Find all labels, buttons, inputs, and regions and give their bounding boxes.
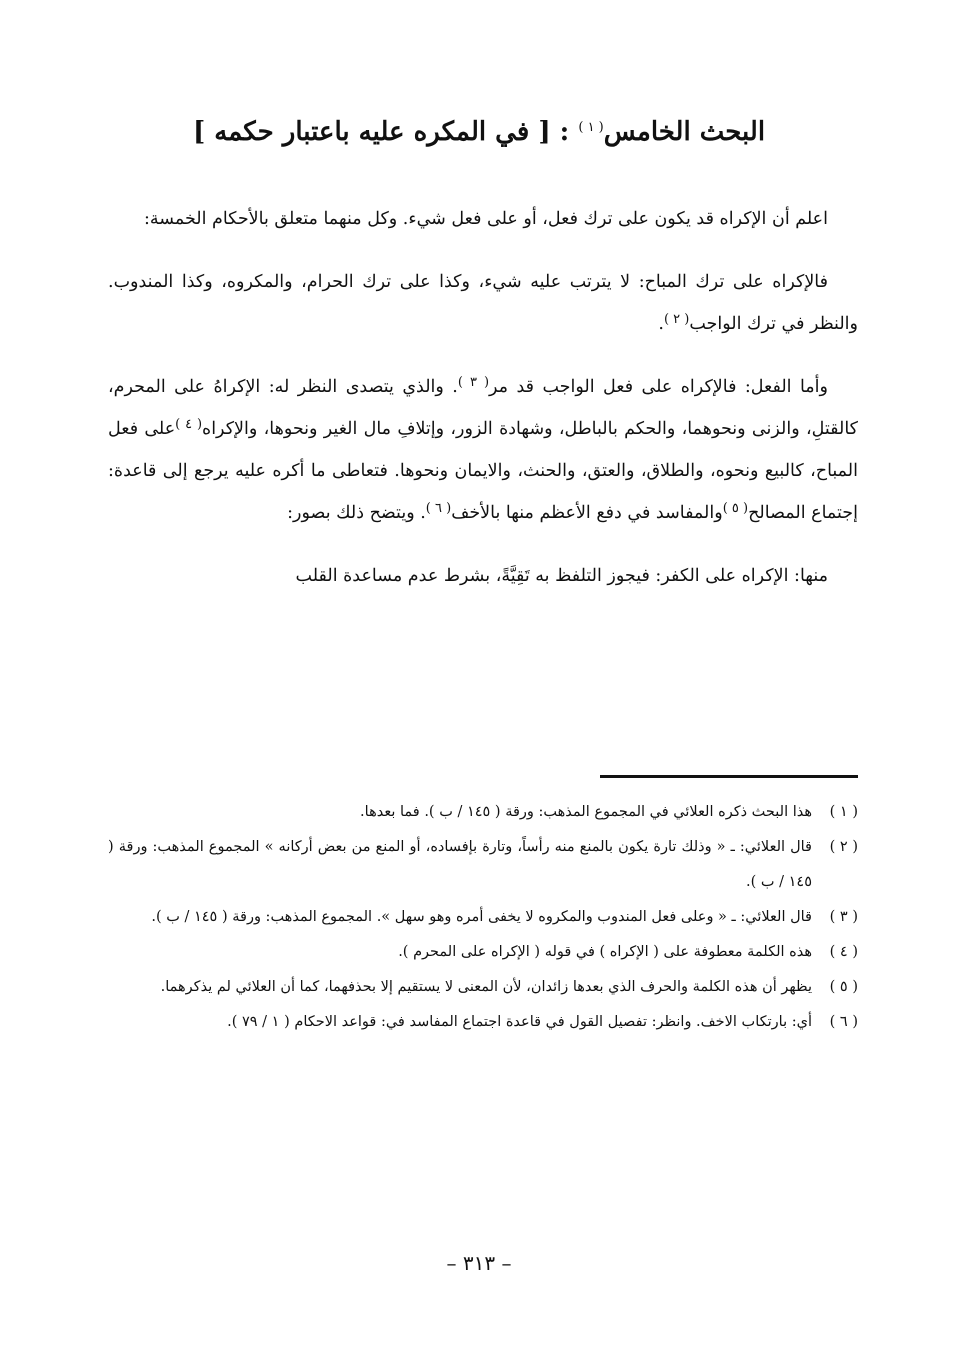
footnote-text: يظهر أن هذه الكلمة والحرف الذي بعدها زائدان، لأن المعنى لا يستقيم إلا بحذفهما، كما أن العلائي لم يذكرهما.: [160, 979, 812, 995]
footnote-number: ( ٢ ): [829, 839, 858, 855]
footnote-separator: [600, 775, 858, 778]
paragraph-text: .: [658, 314, 664, 334]
paragraph-text: وأما الفعل: فالإكراه على فعل الواجب قد مر: [489, 377, 828, 397]
body-paragraph: [108, 555, 858, 597]
footnote-text: قال العلائي: ـ « وذلك تارة يكون بالمنع منه رأساً، وتارة بإفساده، أو المنع من بعض أركانه » المجموع المذهب: ورقة ( ١٤٥ / ب ).: [108, 839, 812, 890]
body-text: [108, 198, 858, 618]
footnote-ref-1: ( ١ ): [578, 120, 604, 135]
footnote-item: [108, 935, 858, 970]
footnote-item: [108, 795, 858, 830]
section-title-rest: : [ في المكره عليه باعتبار حكمه ]: [192, 117, 570, 147]
footnote-text: هذا البحث ذكره العلائي في المجموع المذهب: ورقة ( ١٤٥ / ب ). فما بعدها.: [360, 804, 812, 820]
footnote-item: [108, 1005, 858, 1040]
body-paragraph: [108, 198, 858, 240]
footnote-text: قال العلائي: ـ « وعلى فعل المندوب والمكروه لا يخفى أمره وهو سهل ». المجموع المذهب: ورقة ( ١٤٥ / ب ).: [151, 909, 812, 925]
footnote-ref: ( ٣ ): [457, 375, 490, 390]
body-paragraph: [108, 366, 858, 534]
footnote-number: ( ٣ ): [829, 909, 858, 925]
footnote-ref: ( ٢ ): [663, 312, 690, 327]
footnote-ref: ( ٤ ): [175, 417, 203, 432]
footnote-ref: ( ٦ ): [425, 501, 452, 516]
paragraph-text: . ويتضح ذلك بصور:: [287, 503, 426, 523]
section-title-main: البحث الخامس: [603, 117, 766, 147]
paragraph-text: على فعل المباح، كالبيع ونحوه، والطلاق، والعتق، والحنث، والايمان ونحوها. فتعاطى ما أكره عليه يرجع إلى قاعدة: إجتماع المصالح: [108, 419, 858, 523]
footnote-ref: ( ٥ ): [722, 501, 749, 516]
footnote-item: [108, 900, 858, 935]
footnote-item: [108, 970, 858, 1005]
footnote-text: هذه الكلمة معطوفة على ( الإكراه ) في قوله ( الإكراه على المحرم ).: [398, 944, 812, 960]
footnotes: [108, 795, 858, 1040]
paragraph-text: والمفاسد في دفع الأعظم منها بالأخف: [451, 503, 723, 523]
footnote-text: أي: بارتكاب الاخف. وانظر: تفصيل القول في قاعدة اجتماع المفاسد في: قواعد الاحكام ( ١ / ٧٩ ).: [227, 1014, 812, 1030]
paragraph-text: . والذي يتصدى النظر له: الإكراهُ على المحرم، كالقتلِ، والزنى ونحوهما، والحكم بالباطل، وشهادة الزور، وإتلافِ مال الغير ونحوها، والإكراه: [108, 377, 858, 439]
footnote-number: ( ٦ ): [829, 1014, 858, 1030]
paragraph-text: اعلم أن الإكراه قد يكون على ترك فعل، أو على فعل شيء. وكل منهما متعلق بالأحكام الخمسة:: [143, 209, 828, 229]
page-number: – ٣١٣ –: [446, 1251, 512, 1275]
footnote-number: ( ٤ ): [829, 944, 858, 960]
paragraph-text: فالإكراه على ترك المباح: لا يترتب عليه شيء، وكذا على ترك الحرام، والمكروه، وكذا المندوب. والنظر في ترك الواجب: [108, 272, 858, 334]
footnote-item: [108, 830, 858, 900]
footnote-number: ( ٥ ): [829, 979, 858, 995]
section-title: [120, 112, 838, 152]
footnote-number: ( ١ ): [829, 804, 858, 820]
paragraph-text: منها: الإكراه على الكفر: فيجوز التلفظ به تَقِيَّةً، بشرط عدم مساعدة القلب: [295, 566, 828, 586]
body-paragraph: [108, 261, 858, 345]
